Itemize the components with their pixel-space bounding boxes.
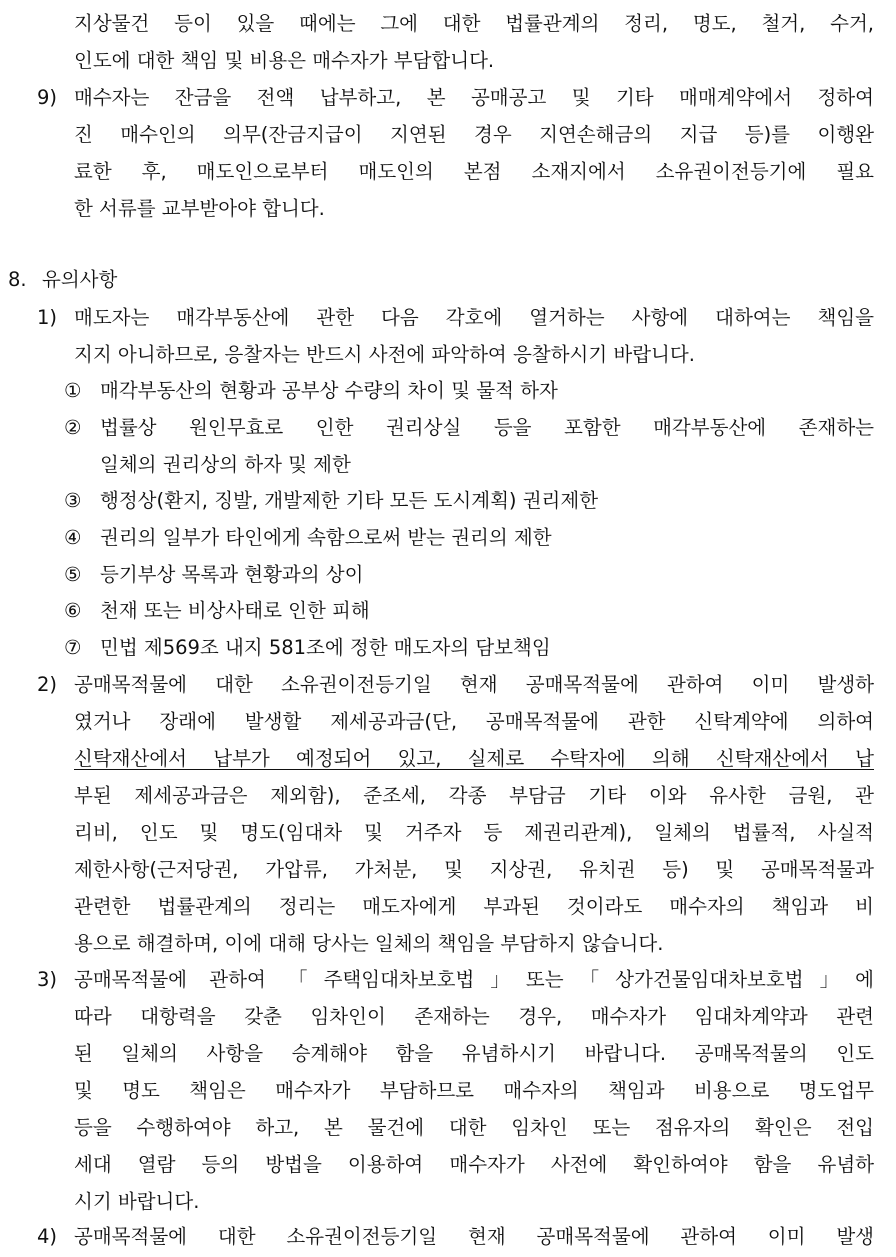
sub-item-2: ② 법률상 원인무효로 인한 권리상실 등을 포함한 매각부동산에 존재하는	[0, 410, 896, 446]
section-heading: 8. 유의사항	[0, 262, 896, 298]
text-line: 세대 열람 등의 방법을 이용하여 매수자가 사전에 확인하여야 함을 유념하	[74, 1153, 874, 1176]
sub-item-1: ① 매각부동산의 현황과 공부상 수량의 차이 및 물적 하자	[0, 373, 896, 409]
text-line: 진 매수인의 의무(잔금지급이 지연된 경우 지연손해금의 지급 등)를 이행완	[74, 123, 874, 146]
text-line: 및 명도 책임은 매수자가 부담하므로 매수자의 책임과 비용으로 명도업무	[74, 1079, 874, 1102]
text-line: 용으로 해결하며, 이에 대해 당사는 일체의 책임을 부담하지 않습니다.	[74, 932, 664, 955]
circled-number: ⑤	[64, 563, 82, 586]
circled-number: ④	[64, 526, 82, 549]
circled-number: ⑦	[64, 636, 82, 659]
item-number: 9)	[37, 86, 58, 109]
text-line: 부된 제세공과금은 제외함), 준조세, 각종 부담금 기타 이와 유사한 금원, 관	[74, 784, 874, 807]
section-number: 8.	[8, 268, 27, 291]
text-line: 된 일체의 사항을 승계해야 함을 유념하시기 바랍니다. 공매목적물의 인도	[74, 1042, 874, 1065]
sub-item-4: ④ 권리의 일부가 타인에게 속함으로써 받는 권리의 제한	[0, 520, 896, 556]
item-number: 4)	[37, 1225, 58, 1248]
text-line: 한 서류를 교부받아야 합니다.	[74, 197, 325, 220]
list-item-2: 2) 공매목적물에 대한 소유권이전등기일 현재 공매목적물에 관하여 이미 발생하	[0, 667, 896, 703]
list-item-3: 3) 공매목적물에 관하여 「주택임대차보호법」또는「상가건물임대차보호법」에	[0, 962, 896, 998]
text-line: 신탁재산에서 납부가 예정되어 있고, 실제로 수탁자에 의해 신탁재산에서 납	[74, 747, 874, 770]
text-line: 인도에 대한 책임 및 비용은 매수자가 부담합니다.	[74, 49, 495, 72]
list-item-9: 9) 매수자는 잔금을 전액 납부하고, 본 공매공고 및 기타 매매계약에서 정하여	[0, 80, 896, 116]
text-line: 제한사항(근저당권, 가압류, 가처분, 및 지상권, 유치권 등) 및 공매목적물과	[74, 858, 874, 881]
circled-number: ②	[64, 416, 82, 439]
circled-number: ③	[64, 489, 82, 512]
item-number: 3)	[37, 968, 58, 991]
item-number: 2)	[37, 673, 58, 696]
text-line: 였거나 장래에 발생할 제세공과금(단, 공매목적물에 관한 신탁계약에 의하여	[74, 710, 874, 733]
list-item-4: 4) 공매목적물에 대한 소유권이전등기일 현재 공매목적물에 관하여 이미 발생	[0, 1219, 896, 1255]
circled-number: ①	[64, 379, 82, 402]
text-line: 지상물건 등이 있을 때에는 그에 대한 법률관계의 정리, 명도, 철거, 수거,	[74, 12, 874, 35]
sub-item-6: ⑥ 천재 또는 비상사태로 인한 피해	[0, 593, 896, 629]
item-number: 1)	[37, 306, 58, 329]
list-item-1: 1) 매도자는 매각부동산에 관한 다음 각호에 열거하는 사항에 대하여는 책임을	[0, 300, 896, 336]
text-line: 따라 대항력을 갖춘 임차인이 존재하는 경우, 매수자가 임대차계약과 관련	[74, 1005, 874, 1028]
text-line: 관련한 법률관계의 정리는 매도자에게 부과된 것이라도 매수자의 책임과 비	[74, 895, 874, 918]
text-line: 지지 아니하므로, 응찰자는 반드시 사전에 파악하여 응찰하시기 바랍니다.	[74, 343, 695, 366]
sub-item-3: ③ 행정상(환지, 징발, 개발제한 기타 모든 도시계획) 권리제한	[0, 483, 896, 519]
text-line: 리비, 인도 및 명도(임대차 및 거주자 등 제권리관계), 일체의 법률적, 사실적	[74, 821, 874, 844]
text-line: 료한 후, 매도인으로부터 매도인의 본점 소재지에서 소유권이전등기에 필요	[74, 160, 874, 183]
text-line: 등을 수행하여야 하고, 본 물건에 대한 임차인 또는 점유자의 확인은 전입	[74, 1116, 874, 1139]
sub-item-5: ⑤ 등기부상 목록과 현황과의 상이	[0, 557, 896, 593]
text-line: 시기 바랍니다.	[74, 1190, 200, 1213]
sub-item-7: ⑦ 민법 제569조 내지 581조에 정한 매도자의 담보책임	[0, 630, 896, 666]
text-line: 일체의 권리상의 하자 및 제한	[100, 453, 351, 476]
circled-number: ⑥	[64, 599, 82, 622]
